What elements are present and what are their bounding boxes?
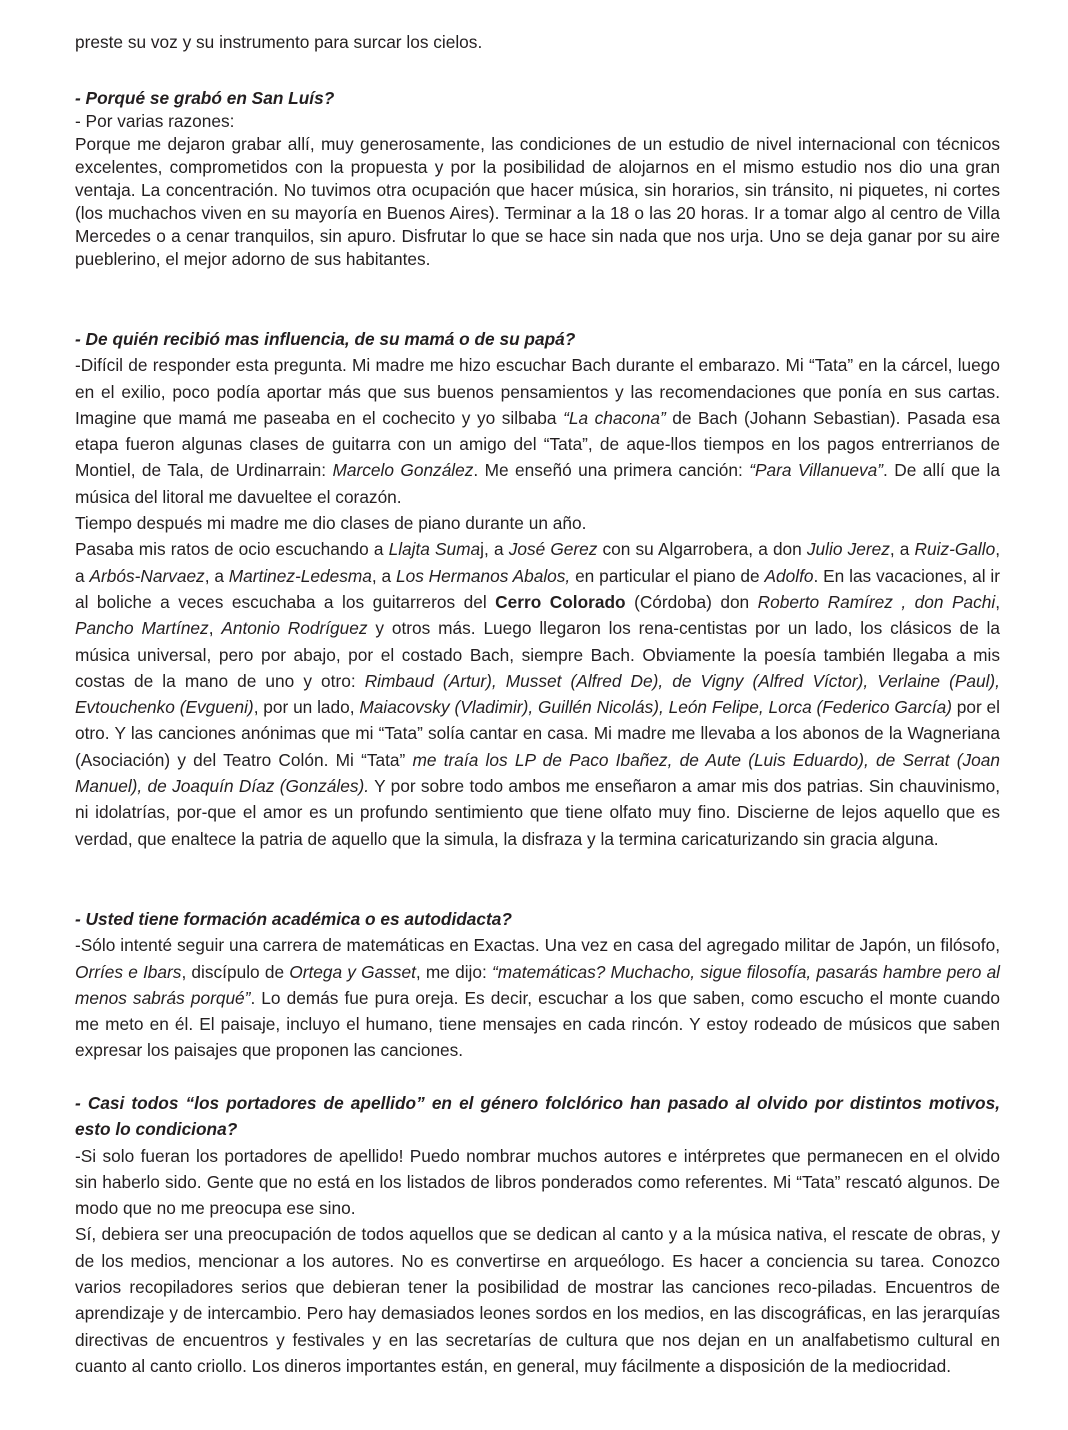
section-education — [75, 906, 1000, 1064]
person-name: Adolfo — [764, 565, 814, 586]
text-run: , me dijo: — [415, 961, 492, 982]
text-run: . Me enseñó una primera canción: — [473, 460, 750, 481]
answer-paragraph: -Si solo fueran los portadores de apellido! Puedo nombrar muchos autores e intérpretes que permanecen en el olvido sin haberlo sido. Gente que no está en los listados de libros ponderados como referentes. Mi “Tata” rescató algunos. De modo que no me preocupa ese sino. — [75, 1145, 1000, 1219]
poet-list: Maiacovsky (Vladimir), Guillén Nicolás), León Felipe, Lorca (Federico García) — [359, 697, 952, 718]
text-run: , a — [204, 565, 229, 586]
answer-paragraph — [75, 932, 1000, 1063]
answer-paragraph: Tiempo después mi madre me dio clases de piano durante un año. — [75, 513, 587, 534]
intro-block — [75, 31, 1000, 54]
answer-paragraph: Porque me dejaron grabar allí, muy generosamente, las condiciones de un estudio de nivel internacional con técnicos excelentes, comprometidos con la propuesta y por la posibilidad de alojarnos en el mismo estudio nos dio una gran ventaja. La concentración. No tuvimos otra ocupación que hacer música, sin horarios, sin tránsito, ni piquetes, ni cortes (los muchachos viven en su mayoría en Buenos Aires). Terminar a la 18 o las 20 horas. Ir a tomar algo al centro de Villa Mercedes o a cenar tranquilos, sin apuro. Disfrutar lo que se hace sin nada que nos urja. Uno se deja ganar por su aire pueblerino, el mejor adorno de sus habitantes. — [75, 134, 1000, 269]
section-influence — [75, 326, 1000, 852]
person-name: Ortega y Gasset — [289, 961, 416, 982]
text-run: , por un lado, — [253, 697, 360, 718]
question-heading: - Porqué se grabó en San Luís? — [75, 88, 335, 108]
quotation: “matemáticas? Muchacho, sigue filosofía, pasarás hambre pero al menos sabrás porqué” — [75, 961, 1001, 1008]
text-run: -Difícil de responder esta pregunta. Mi madre me hizo escuchar Bach durante el embarazo. Mi “Tata” en la cárcel, luego en el exilio, poco podía aportar más que sus buenos pensamientos y las recomendaciones que ponía en sus cartas. Imagine que mamá me paseaba en el cochecito y yo silbaba — [75, 355, 1000, 428]
text-run: con su Algarrobera, a don — [597, 539, 807, 560]
text-run: , discípulo de — [181, 961, 290, 982]
answer-paragraph — [75, 352, 1000, 510]
text-run: . Lo demás fue pura oreja. Es decir, escuchar a los que saben, como escucho el monte cuando me meto en él. El paisaje, incluyo el humano, tiene mensajes en cada rincón. Y estoy rodeado de músicos que saben expresar los paisajes que proponen las canciones. — [75, 987, 1001, 1061]
record-list: me traía los LP de Paco Ibañez, de Aute (Luis Eduardo), de Serrat (Joan Manuel), de Joaquín Díaz (Gonzáles). — [75, 749, 1000, 797]
answer-paragraph: Sí, debiera ser una preocupación de todos aquellos que se dedican al canto y a la música nativa, el rescate de obras, y de los medios, mencionar a los autores. No es convertirse en arqueólogo. Es hacer a conciencia su tarea. Conozco varios recopiladores serios que debieran tener la posibilidad de mostrar las canciones reco-piladas. Encuentros de aprendizaje y de intercambio. Pero hay demasiados leones sordos en los medios, en las discográficas, en las jerarquías directivas de encuentros y festivales y en las secretarías de cultura que nos dejan en un analfabetismo cultural en cuanto al canto criollo. Los dineros importantes están, en general, muy fácilmente a disposición de la mediocridad. — [75, 1224, 1000, 1376]
text-run: (Córdoba) don — [625, 591, 758, 612]
person-name: Roberto Ramírez , don Pachi — [757, 591, 996, 612]
person-name: Pancho Martínez — [75, 618, 209, 639]
song-title: “La chacona” — [563, 407, 666, 428]
text-run: . En las vacaciones, al ir al boliche a veces escuchaba a los guitarreros del — [75, 565, 1000, 612]
person-name: Julio Jerez — [806, 539, 890, 560]
text-run: y otros más. Luego llegaron los rena-centistas por un lado, los clásicos de la música universal, pero por abajo, por el costado Bach, siempre Bach. Obviamente la poesía también llegaba a mis costas de la mano de uno y otro: — [75, 618, 1000, 691]
person-name: José Gerez — [508, 539, 598, 560]
question-heading: - Casi todos “los portadores de apellido” en el género folclórico han pasado al olvido por distintos motivos, esto lo condiciona? — [75, 1093, 1000, 1140]
text-run: por el otro. Y las canciones anónimas que mi “Tata” solía cantar en casa. Mi madre me llevaba a los abonos de la Wagneriana (Asociación) y del Teatro Colón. Mi “Tata” — [75, 697, 1000, 770]
text-run: -Sólo intenté seguir una carrera de matemáticas en Exactas. Una vez en casa del agregado militar de Japón, un filósofo, — [75, 935, 1000, 956]
text-run: Y por sobre todo ambos me enseñaron a amar mis dos patrias. Sin chauvinismo, ni idolatrías, por-que el amor es un profundo sentimiento que tiene olfato muy fino. Discierne de lejos aquello que es verdad, que enaltece la patria de aquello que la simula, la disfraza y la termina caricaturizando sin gracia alguna. — [75, 776, 1001, 849]
answer-intro: - Por varias razones: — [75, 111, 235, 131]
person-name: Los Hermanos Abalos, — [395, 565, 571, 586]
question-heading: - Usted tiene formación académica o es autodidacta? — [75, 909, 512, 929]
text-run: , a — [371, 565, 396, 586]
text-run: , a — [75, 539, 1001, 586]
text-run: , — [208, 618, 222, 639]
person-name: Orríes e Ibars — [75, 961, 182, 982]
person-name: Martinez-Ledesma — [228, 565, 372, 586]
text-run: de Bach (Johann Sebastian). Pasada esa etapa fueron algunas clases de guitarra con un amigo del “Tata”, de aque-llos tiempos en los pagos entrerrianos de Montiel, de Tala, de Urdinarrain: — [75, 407, 1000, 481]
text-run: en particular el piano de — [570, 565, 765, 586]
text-run: , a — [889, 539, 915, 560]
song-title: “Para Villanueva” — [749, 460, 884, 481]
poet-list: Rimbaud (Artur), Musset (Alfred De), de Vigny (Alfred Víctor), Verlaine (Paul), Evtouchenko (Evgueni) — [75, 670, 1000, 718]
text-run: . De allí que la música del litoral me davueltee el corazón. — [75, 460, 1000, 507]
person-name: Antonio Rodríguez — [221, 618, 368, 639]
person-name: Ruiz-Gallo — [914, 539, 996, 560]
intro-line: preste su voz y su instrumento para surcar los cielos. — [75, 32, 483, 52]
place-name: Cerro Colorado — [495, 591, 626, 612]
answer-paragraph — [75, 536, 1000, 852]
question-heading: - De quién recibió mas influencia, de su mamá o de su papá? — [75, 329, 576, 349]
text-run: j, a — [480, 539, 509, 560]
text-run: Pasaba mis ratos de ocio escuchando a — [75, 539, 389, 560]
text-run: , — [995, 591, 1000, 612]
person-name: Arbós-Narvaez — [89, 565, 205, 586]
person-name: Marcelo González — [332, 460, 474, 481]
person-name: Llajta Suma — [388, 539, 481, 560]
section-surname-bearers — [75, 1090, 1000, 1379]
section-recording-location — [75, 87, 1000, 271]
